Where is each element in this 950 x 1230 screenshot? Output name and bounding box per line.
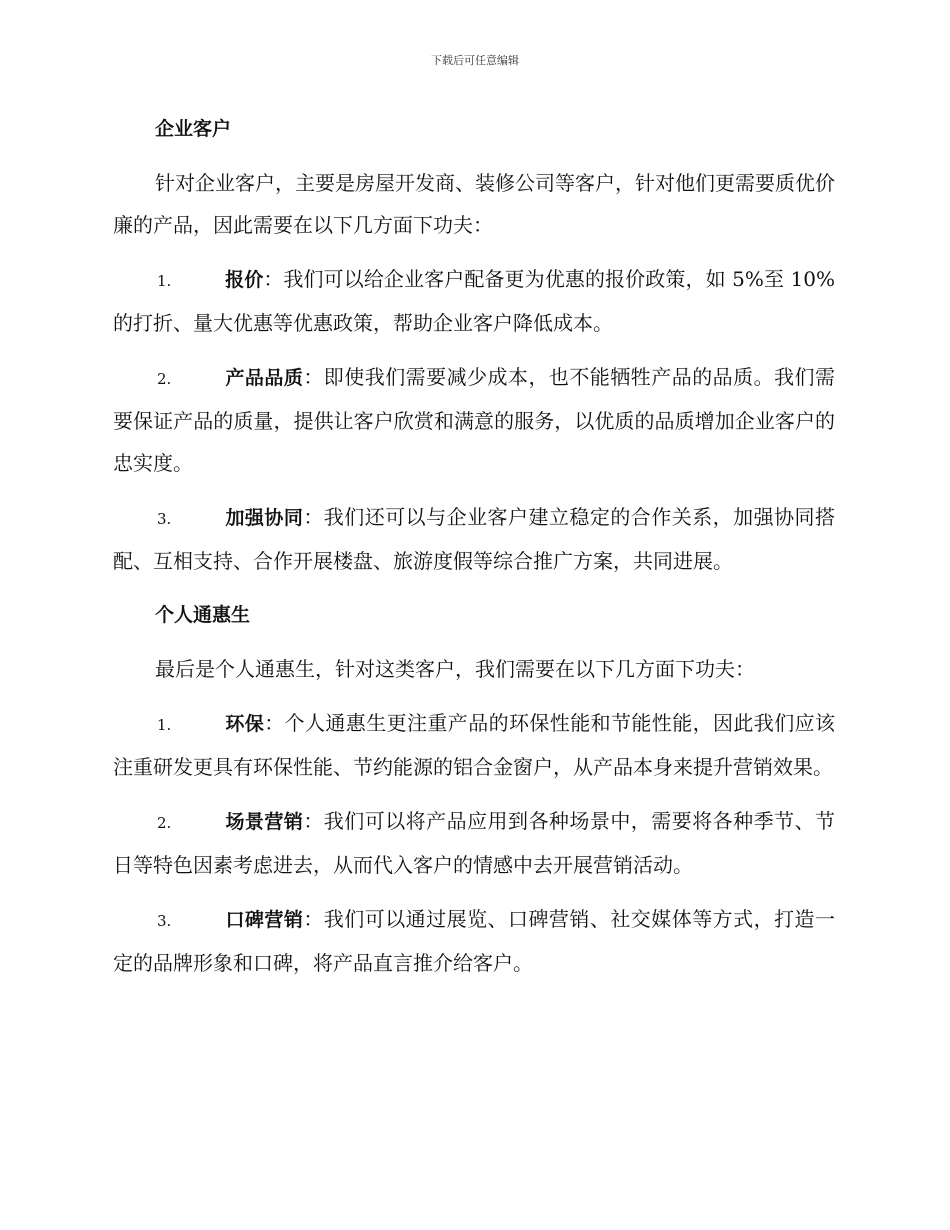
section-intro-individual: 最后是个人通惠生，针对这类客户，我们需要在以下几方面下功夫： <box>155 657 755 681</box>
list-item <box>113 898 835 984</box>
list-item-text: ：我们可以将产品应用到各种场景中，需要将各种季节、节日等特色因素考虑进去，从而代入客户的情感中去开展营销活动。 <box>113 809 835 877</box>
list-item-heading: 报价 <box>225 269 264 291</box>
list-item-text: ：个人通惠生更注重产品的环保性能和节能性能，因此我们应该注重研发更具有环保性能、节约能源的铝合金窗户，从产品本身来提升营销效果。 <box>113 711 835 779</box>
document-body <box>113 108 835 996</box>
list-item-text: ：我们可以通过展览、口碑营销、社交媒体等方式，打造一定的品牌形象和口碑，将产品直言推介给客户。 <box>113 907 835 975</box>
list-item-heading: 产品品质 <box>225 367 304 389</box>
list-item-number: 3. <box>157 912 172 930</box>
list-item <box>113 258 835 344</box>
list-item-heading: 口碑营销 <box>225 909 304 931</box>
list-item-number: 1. <box>157 272 172 290</box>
list-item-number: 2. <box>157 370 172 388</box>
section-title-individual: 个人通惠生 <box>155 604 251 626</box>
list-item-number: 2. <box>157 814 172 832</box>
list-item <box>113 800 835 886</box>
list-item-text: ：即使我们需要减少成本，也不能牺牲产品的品质。我们需要保证产品的质量，提供让客户欣赏和满意的服务，以优质的品质增加企业客户的忠实度。 <box>113 365 835 475</box>
list-item-text: ：我们可以给企业客户配备更为优惠的报价政策，如 5%至 10%的打折、量大优惠等优惠政策，帮助企业客户降低成本。 <box>113 267 835 335</box>
section-intro-enterprise: 针对企业客户，主要是房屋开发商、装修公司等客户，针对他们更需要质优价廉的产品，因此需要在以下几方面下功夫： <box>113 171 835 237</box>
list-item <box>113 496 835 582</box>
page-header: 下载后可任意编辑 <box>431 54 519 67</box>
list-item-heading: 场景营销 <box>225 811 304 833</box>
list-item-heading: 加强协同 <box>225 507 304 529</box>
section-title-enterprise: 企业客户 <box>155 118 232 140</box>
list-item-heading: 环保 <box>225 713 265 735</box>
list-item-text: ：我们还可以与企业客户建立稳定的合作关系，加强协同搭配、互相支持、合作开展楼盘、旅游度假等综合推广方案，共同进展。 <box>113 505 835 573</box>
list-item <box>113 702 835 788</box>
list-item-number: 3. <box>157 510 172 528</box>
list-item <box>113 356 835 484</box>
list-item-number: 1. <box>157 716 172 734</box>
